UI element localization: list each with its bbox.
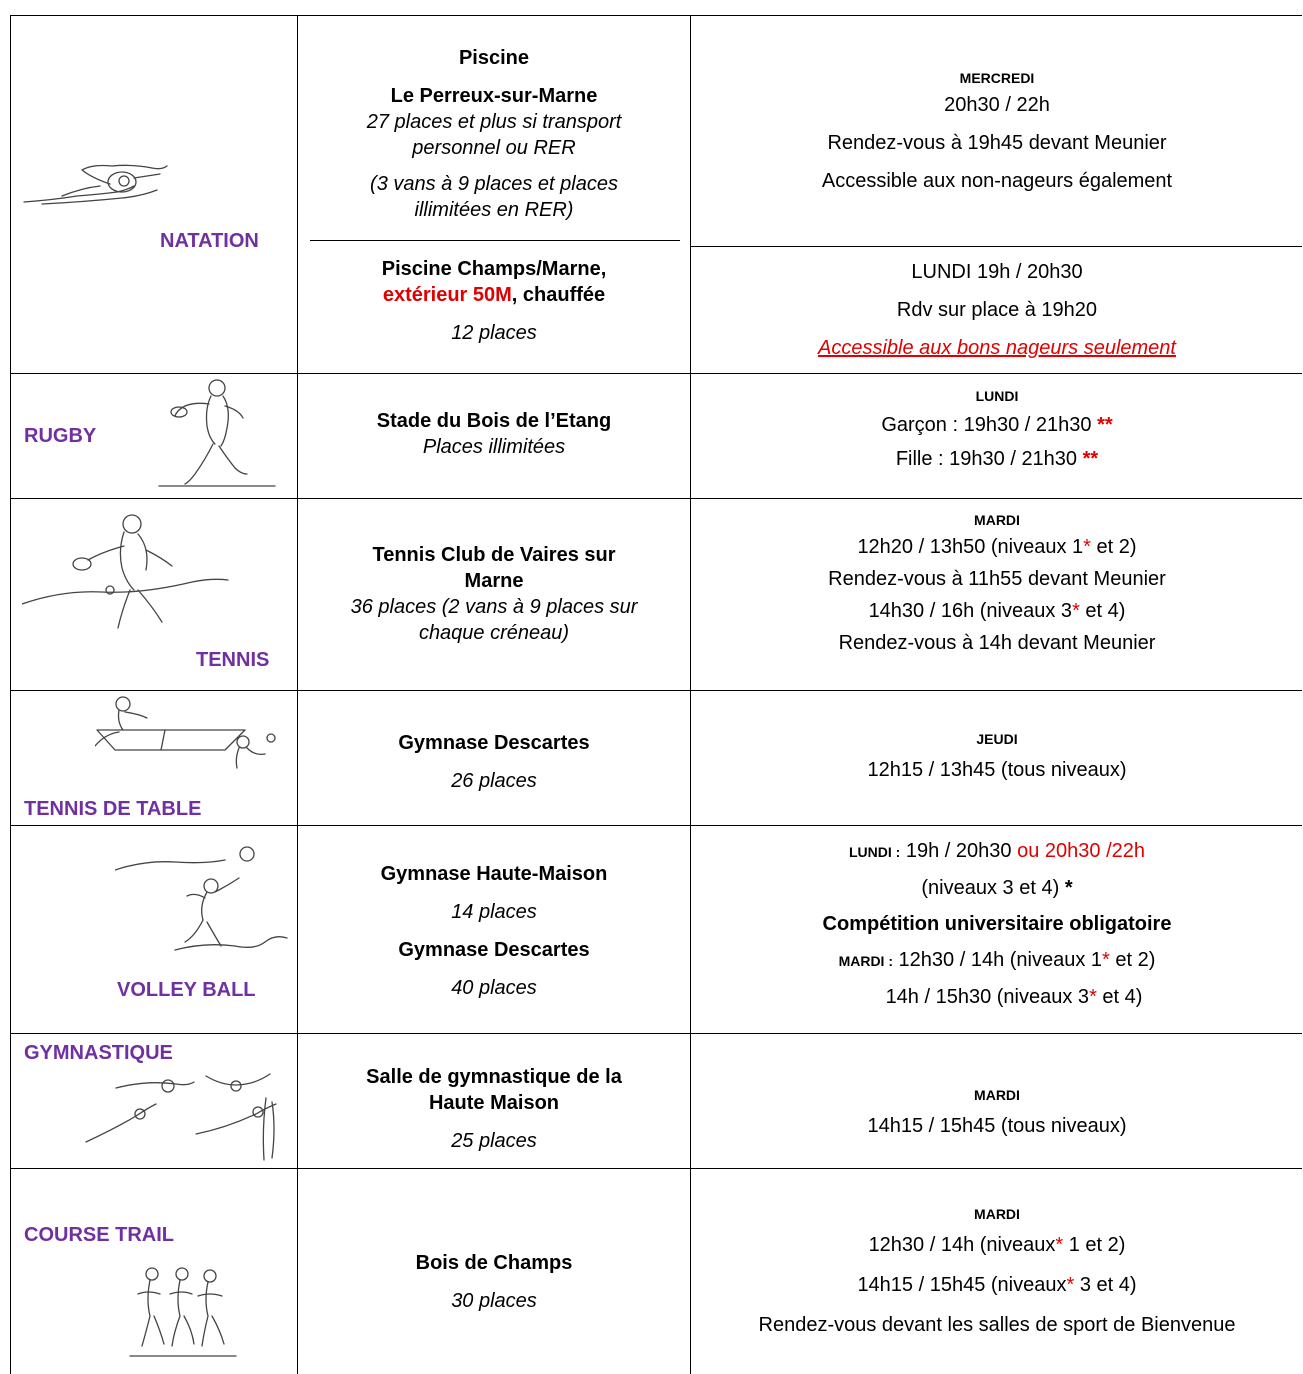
- schedule-text: 14h / 15h30 (niveaux 3: [885, 986, 1090, 1008]
- venue-name: Le Perreux-sur-Marne: [390, 85, 598, 107]
- schedule-line: Rendez-vous à 19h45 devant Meunier: [827, 132, 1167, 154]
- schedule-text: 3 et 4): [1074, 1274, 1137, 1296]
- schedule-text: (niveaux 3 et 4): [921, 877, 1065, 899]
- row-divider: [10, 1168, 1302, 1169]
- sport-name: TENNIS: [196, 649, 270, 671]
- schedule-text: et 4): [1079, 600, 1126, 622]
- venue-name: Gymnase Descartes: [398, 939, 590, 961]
- venue-note: Places illimitées: [422, 436, 566, 458]
- schedule-text: Fille : 19h30 / 21h30: [895, 448, 1083, 470]
- venue-note: 36 places (2 vans à 9 places sur: [350, 596, 638, 618]
- row-divider: [10, 373, 1302, 374]
- venue-cell: [298, 45, 690, 223]
- asterisk-mark: *: [1064, 877, 1073, 899]
- schedule-text: 12h30 / 14h (niveaux 1: [893, 949, 1103, 971]
- venue-note: 30 places: [451, 1290, 537, 1312]
- venue-name: Bois de Champs: [415, 1252, 573, 1274]
- schedule-line: [691, 875, 1303, 901]
- schedule-text: 19h / 20h30: [900, 840, 1018, 862]
- volleyball-player-icon: [115, 846, 290, 966]
- schedule-line: [691, 446, 1303, 472]
- schedule-text: et 2): [1109, 949, 1156, 971]
- column-divider: [690, 15, 691, 1374]
- schedule-text: 12h30 / 14h (niveaux: [868, 1234, 1056, 1256]
- venue-note: 25 places: [451, 1130, 537, 1152]
- venue-cell: [298, 1064, 690, 1154]
- asterisk-mark: *: [1089, 986, 1097, 1008]
- schedule-line: [691, 412, 1303, 438]
- asterisk-mark: *: [1055, 1234, 1064, 1256]
- schedule-line: Rendez-vous à 11h55 devant Meunier: [828, 568, 1166, 590]
- row-divider: [10, 690, 1302, 691]
- schedule-line: 12h15 / 13h45 (tous niveaux): [867, 759, 1127, 781]
- schedule-text: 1 et 2): [1063, 1234, 1126, 1256]
- schedule-line: [691, 534, 1303, 560]
- schedule-line: 20h30 / 22h: [944, 94, 1050, 116]
- schedule-day: JEUDI: [976, 731, 1018, 747]
- venue-name: Piscine: [458, 47, 530, 69]
- schedule-cell: [691, 388, 1303, 472]
- schedule-line: [691, 1272, 1303, 1298]
- venue-name: Tennis Club de Vaires sur: [372, 544, 616, 566]
- schedule-line: Rdv sur place à 19h20: [896, 299, 1098, 321]
- venue-note: illimitées en RER): [414, 199, 574, 221]
- schedule-cell: [691, 1087, 1303, 1139]
- schedule-cell: [691, 838, 1303, 1010]
- schedule-text: Garçon : 19h30 / 21h30: [881, 414, 1098, 436]
- venue-name: Gymnase Descartes: [398, 732, 590, 754]
- schedule-line: [691, 984, 1303, 1010]
- schedule-cell: [691, 1206, 1303, 1338]
- gymnast-icon: [76, 1068, 286, 1164]
- schedule-text: 14h30 / 16h (niveaux 3: [868, 600, 1073, 622]
- sport-name: COURSE TRAIL: [24, 1224, 174, 1246]
- table-border-left: [10, 15, 11, 1374]
- row-divider: [10, 498, 1302, 499]
- schedule-line: 14h15 / 15h45 (tous niveaux): [867, 1115, 1127, 1137]
- venue-name: Piscine Champs/Marne,: [381, 258, 607, 280]
- schedule-text: 14h15 / 15h45 (niveaux: [857, 1274, 1067, 1296]
- schedule-cell: [691, 70, 1303, 194]
- schedule-line: [691, 598, 1303, 624]
- schedule-line: Rendez-vous devant les salles de sport de Bienvenue: [758, 1314, 1236, 1336]
- table-border-top: [10, 15, 1302, 16]
- venue-name: Stade du Bois de l’Etang: [376, 410, 612, 432]
- row-divider: [10, 1033, 1302, 1034]
- venue-name: Gymnase Haute-Maison: [380, 863, 608, 885]
- cell-divider: [690, 246, 1302, 247]
- venue-cell: [298, 542, 690, 646]
- schedule-line: Accessible aux non-nageurs également: [821, 170, 1173, 192]
- schedule-cell: [691, 731, 1303, 783]
- schedule-line: [691, 947, 1303, 974]
- venue-highlight: extérieur 50M: [382, 284, 512, 306]
- sport-name: GYMNASTIQUE: [24, 1042, 173, 1064]
- venue-cell: [298, 1250, 690, 1314]
- schedule-line: Rendez-vous à 14h devant Meunier: [838, 632, 1156, 654]
- venue-note: personnel ou RER: [412, 137, 576, 159]
- sport-name: NATATION: [160, 230, 259, 252]
- asterisk-mark: *: [1102, 949, 1110, 971]
- schedule-line: [691, 838, 1303, 865]
- schedule-text: et 4): [1096, 986, 1143, 1008]
- schedule-text: 12h20 / 13h50 (niveaux 1: [857, 536, 1084, 558]
- venue-cell: [298, 408, 690, 460]
- asterisk-mark: **: [1082, 448, 1099, 470]
- venue-note: 12 places: [451, 322, 537, 344]
- venue-name-rest: , chauffée: [511, 284, 606, 306]
- schedule-line: LUNDI 19h / 20h30: [911, 261, 1083, 283]
- schedule-cell: [691, 512, 1303, 656]
- asterisk-mark: *: [1083, 536, 1091, 558]
- row-divider: [10, 825, 1302, 826]
- schedule-day: MARDI: [974, 512, 1020, 528]
- cell-divider: [310, 240, 680, 241]
- venue-cell: [298, 861, 690, 1001]
- sport-name: VOLLEY BALL: [117, 979, 256, 1001]
- sport-name: TENNIS DE TABLE: [24, 798, 202, 820]
- schedule-line: Compétition universitaire obligatoire: [822, 913, 1172, 935]
- tennis-player-icon: [22, 510, 232, 640]
- schedule-day: MERCREDI: [959, 70, 1035, 86]
- schedule-line: [691, 1232, 1303, 1258]
- schedule-day: MARDI: [974, 1206, 1020, 1222]
- schedule-day: LUNDI :: [848, 844, 901, 860]
- venue-note: chaque créneau): [418, 622, 570, 644]
- venue-cell: [298, 256, 690, 346]
- runners-icon: [128, 1266, 238, 1362]
- asterisk-mark: *: [1072, 600, 1080, 622]
- venue-name: Salle de gymnastique de la: [366, 1066, 622, 1088]
- venue-name: Haute Maison: [428, 1092, 560, 1114]
- schedule-text: et 2): [1090, 536, 1137, 558]
- schedule-warning: Accessible aux bons nageurs seulement: [818, 337, 1176, 359]
- sport-name: RUGBY: [24, 425, 97, 447]
- venue-note: (3 vans à 9 places et places: [370, 173, 618, 195]
- rugby-player-icon: [155, 378, 280, 490]
- asterisk-mark: *: [1066, 1274, 1075, 1296]
- venue-cell: [298, 730, 690, 794]
- schedule-cell: [691, 259, 1303, 361]
- venue-name-detail: [298, 282, 690, 308]
- venue-note: 40 places: [451, 977, 537, 999]
- table-tennis-icon: [95, 694, 285, 770]
- swimmer-icon: [22, 150, 172, 210]
- venue-note: 27 places et plus si transport: [366, 111, 622, 133]
- venue-note: 14 places: [451, 901, 537, 923]
- venue-name: Marne: [464, 570, 524, 592]
- venue-note: 26 places: [451, 770, 537, 792]
- schedule-day: LUNDI: [975, 388, 1019, 404]
- asterisk-mark: **: [1097, 414, 1113, 436]
- schedule-alt-slot: ou 20h30 /22h: [1017, 840, 1145, 862]
- schedule-day: MARDI: [974, 1087, 1020, 1103]
- schedule-day: MARDI :: [838, 953, 893, 969]
